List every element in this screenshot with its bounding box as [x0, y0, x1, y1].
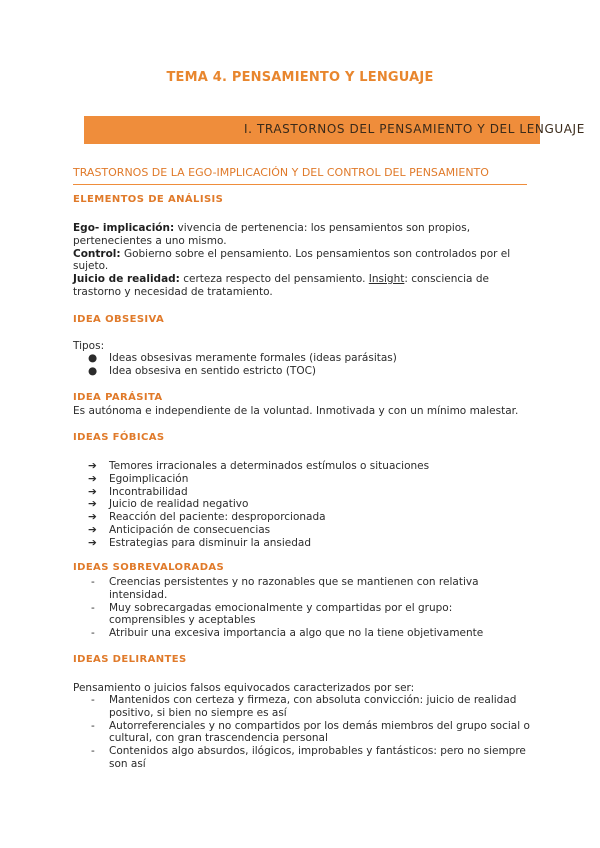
bullet-dash: - — [91, 576, 95, 588]
arrow-icon: ➔ — [88, 536, 97, 549]
bullet-dash: - — [91, 694, 95, 706]
page-title: TEMA 4. PENSAMIENTO Y LENGUAJE — [166, 70, 434, 85]
juicio-text: certeza respecto del pensamiento. — [179, 273, 369, 286]
list-item: - Muy sobrecargadas emocionalmente y compartidas por el grupo: comprensibles y aceptables — [91, 601, 453, 627]
chapter-banner-text: I. TRASTORNOS DEL PENSAMIENTO Y DEL LENGUAJE — [244, 122, 585, 136]
list-item: ➔ Incontrabilidad — [88, 485, 188, 498]
list-item: ● Ideas obsesivas meramente formales (ideas parásitas) — [88, 352, 397, 364]
obsesiva-intro: Tipos: — [73, 340, 105, 352]
heading-elementos: ELEMENTOS DE ANÁLISIS — [73, 194, 224, 205]
list-item: ➔ Egoimplicación — [88, 472, 189, 485]
list-item: ➔ Estrategias para disminuir la ansiedad — [88, 536, 312, 549]
bullet-dash: - — [91, 601, 95, 614]
arrow-icon: ➔ — [88, 511, 97, 524]
juicio-label: Juicio de realidad: — [73, 273, 180, 286]
arrow-icon: ➔ — [88, 472, 97, 485]
bullet-dash: - — [91, 627, 95, 640]
bullet-dot: ● — [88, 364, 98, 377]
bullet-dot: ● — [88, 352, 98, 364]
list-item: - Mantenidos con certeza y firmeza, con absoluta convicción: juicio de realidad positivo, si bien no siempre es así — [91, 694, 517, 719]
list-item: ➔ Juicio de realidad negativo — [88, 498, 249, 511]
section-divider — [73, 184, 527, 185]
insight-text: : consciencia de trastorno y necesidad de tratamiento. — [73, 273, 489, 298]
ego-label: Ego- implicación: — [73, 222, 175, 234]
section-title: TRASTORNOS DE LA EGO-IMPLICACIÓN Y DEL CONTROL DEL PENSAMIENTO — [73, 166, 489, 179]
arrow-icon: ➔ — [88, 498, 97, 511]
list-item: ➔ Temores irracionales a determinados estímulos o situaciones — [88, 460, 430, 472]
bullet-dash: - — [91, 745, 95, 758]
list-item: - Autorreferenciales y no compartidos por los demás miembros del grupo social o cultural, con gran trascendencia personal — [91, 719, 530, 745]
arrow-icon: ➔ — [88, 460, 97, 472]
control-label: Control: — [73, 247, 121, 260]
insight-word: Insight — [368, 273, 405, 286]
heading-sobrevaloradas: IDEAS SOBREVALORADAS — [73, 562, 225, 573]
heading-delirantes: IDEAS DELIRANTES — [73, 654, 187, 665]
chapter-banner — [84, 116, 585, 144]
heading-fobicas: IDEAS FÓBICAS — [73, 432, 165, 443]
list-item: ● Idea obsesiva en sentido estricto (TOC) — [88, 364, 317, 377]
list-item: - Atribuir una excesiva importancia a algo que no la tiene objetivamente — [91, 627, 484, 640]
bullet-dash: - — [91, 719, 95, 732]
list-item: ➔ Reacción del paciente: desproporcionada — [88, 511, 326, 524]
arrow-icon: ➔ — [88, 485, 97, 498]
list-item: - Contenidos algo absurdos, ilógicos, improbables y fantásticos: pero no siempre son así — [91, 745, 526, 770]
delirantes-list — [73, 694, 531, 771]
ego-text: vivencia de pertenencia: los pensamientos son propios, pertenecientes a uno mismo. — [73, 222, 471, 247]
list-item: - Creencias persistentes y no razonables que se mantienen con relativa intensidad. — [91, 576, 479, 601]
control-text: Gobierno sobre el pensamiento. Los pensamientos son controlados por el sujeto. — [73, 247, 511, 273]
delirantes-intro: Pensamiento o juicios falsos equivocados caracterizados por ser: — [73, 682, 415, 694]
list-item: ➔ Anticipación de consecuencias — [88, 523, 271, 536]
fobicas-list — [73, 460, 531, 550]
sobrevaloradas-list — [73, 576, 531, 640]
heading-obsesiva: IDEA OBSESIVA — [73, 314, 165, 325]
parasita-text: Es autónoma e independiente de la voluntad. Inmotivada y con un mínimo malestar. — [73, 405, 519, 417]
arrow-icon: ➔ — [88, 523, 97, 536]
heading-parasita: IDEA PARÁSITA — [73, 392, 163, 403]
elementos-paragraph — [73, 222, 531, 299]
obsesiva-list — [73, 352, 531, 378]
